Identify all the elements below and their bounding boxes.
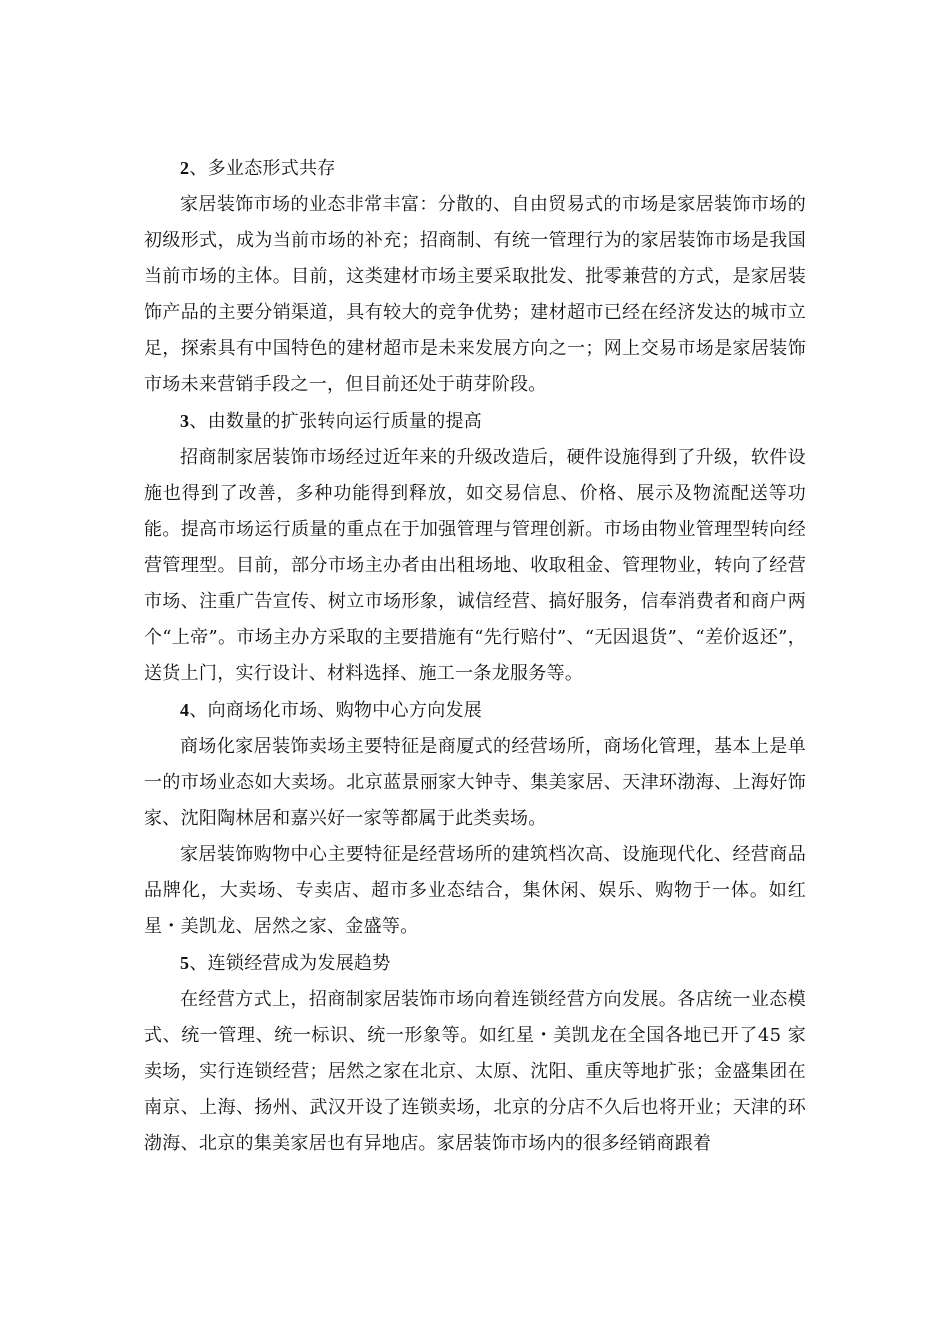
section-heading-5 bbox=[144, 945, 806, 982]
document-body bbox=[144, 150, 806, 1162]
section-number: 4 bbox=[180, 700, 190, 720]
section-title: 、向商场化市场、购物中心方向发展 bbox=[189, 700, 483, 721]
section-title: 、由数量的扩张转向运行质量的提高 bbox=[189, 411, 483, 432]
paragraph: 商场化家居装饰卖场主要特征是商厦式的经营场所，商场化管理，基本上是单一的市场业态如大卖场。北京蓝景丽家大钟寺、集美家居、天津环渤海、上海好饰家、沈阳陶林居和嘉兴好一家等都属于此类卖场。 bbox=[144, 736, 806, 829]
section-title: 、多业态形式共存 bbox=[189, 158, 336, 179]
paragraph: 家居装饰市场的业态非常丰富：分散的、自由贸易式的市场是家居装饰市场的初级形式，成为当前市场的补充；招商制、有统一管理行为的家居装饰市场是我国当前市场的主体。目前，这类建材市场主要采取批发、批零兼营的方式，是家居装饰产品的主要分销渠道，具有较大的竞争优势；建材超市已经在经济发达的城市立足，探索具有中国特色的建材超市是未来发展方向之一；网上交易市场是家居装饰市场未来营销手段之一，但目前还处于萌芽阶段。 bbox=[144, 194, 806, 395]
paragraph: 在经营方式上，招商制家居装饰市场向着连锁经营方向发展。各店统一业态模式、统一管理、统一标识、统一形象等。如红星・美凯龙在全国各地已开了45 家卖场，实行连锁经营；居然之家在北京、太原、沈阳、重庆等地扩张；金盛集团在南京、上海、扬州、武汉开设了连锁卖场，北京的分店不久后也将开业；天津的环渤海、北京的集美家居也有异地店。家居装饰市场内的很多经销商跟着 bbox=[144, 989, 806, 1154]
section-number: 2 bbox=[180, 158, 190, 178]
paragraph: 招商制家居装饰市场经过近年来的升级改造后，硬件设施得到了升级，软件设施也得到了改善，多种功能得到释放，如交易信息、价格、展示及物流配送等功能。提高市场运行质量的重点在于加强管理与管理创新。市场由物业管理型转向经营管理型。目前，部分市场主办者由出租场地、收取租金、管理物业，转向了经营市场、注重广告宣传、树立市场形象，诚信经营、搞好服务，信奉消费者和商户两个“上帝”。市场主办方采取的主要措施有“先行赔付”、“无因退货”、“差价返还”，送货上门，实行设计、材料选择、施工一条龙服务等。 bbox=[144, 447, 806, 684]
section-heading-3 bbox=[144, 403, 806, 440]
section-number: 5 bbox=[180, 953, 190, 973]
section-title: 、连锁经营成为发展趋势 bbox=[189, 953, 391, 974]
section-heading-2 bbox=[144, 150, 806, 187]
section-heading-4 bbox=[144, 692, 806, 729]
paragraph: 家居装饰购物中心主要特征是经营场所的建筑档次高、设施现代化、经营商品品牌化，大卖场、专卖店、超市多业态结合，集休闲、娱乐、购物于一体。如红星・美凯龙、居然之家、金盛等。 bbox=[144, 844, 806, 937]
section-number: 3 bbox=[180, 411, 190, 431]
